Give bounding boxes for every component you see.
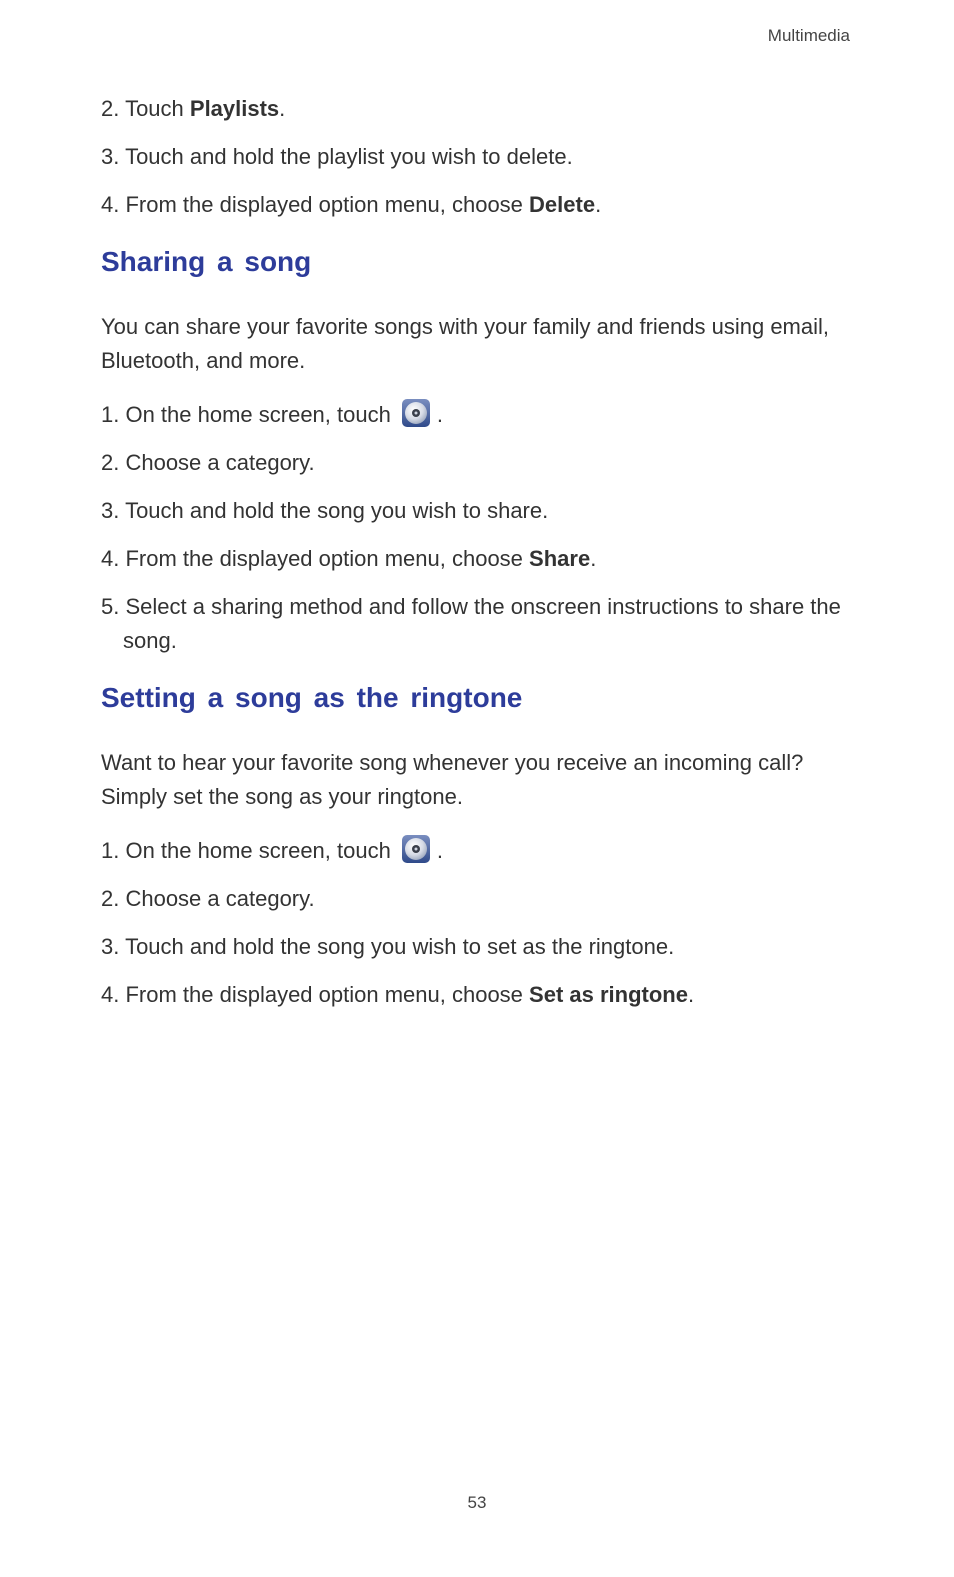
section-heading-sharing: Sharing a song [101,246,312,277]
music-player-icon [401,834,431,864]
page-content [101,92,861,1026]
section-description: Want to hear your favorite song whenever you receive an incoming call? Simply set the song as your ringtone. [101,750,804,809]
music-player-icon [401,398,431,428]
intro-step-3: 3. Touch and hold the playlist you wish to delete. [101,144,573,169]
running-header: Multimedia [767,26,850,45]
sharing-step-1: 1. On the home screen, touch . [101,398,861,432]
bold-term: Delete [529,192,596,217]
sharing-step-3: 3. Touch and hold the song you wish to share. [101,498,549,523]
sharing-step-4: 4. From the displayed option menu, choose Share. [101,546,597,571]
ringtone-step-2: 2. Choose a category. [101,886,315,911]
bold-term: Set as ringtone [529,982,688,1007]
section-description: You can share your favorite songs with your family and friends using email, Bluetooth, and more. [101,314,830,373]
page-number: 53 [467,1493,487,1512]
ringtone-step-3: 3. Touch and hold the song you wish to set as the ringtone. [101,934,675,959]
ringtone-step-1: 1. On the home screen, touch . [101,834,861,868]
sharing-step-2: 2. Choose a category. [101,450,315,475]
ringtone-step-4: 4. From the displayed option menu, choose Set as ringtone. [101,982,695,1007]
intro-step-4: 4. From the displayed option menu, choose Delete. [101,192,602,217]
bold-term: Share [529,546,591,571]
section-heading-ringtone: Setting a song as the ringtone [101,682,523,713]
sharing-step-5: 5. Select a sharing method and follow the onscreen instructions to share the song. [101,594,841,653]
bold-term: Playlists [189,96,280,121]
intro-step-2: 2. Touch Playlists. [101,96,286,121]
